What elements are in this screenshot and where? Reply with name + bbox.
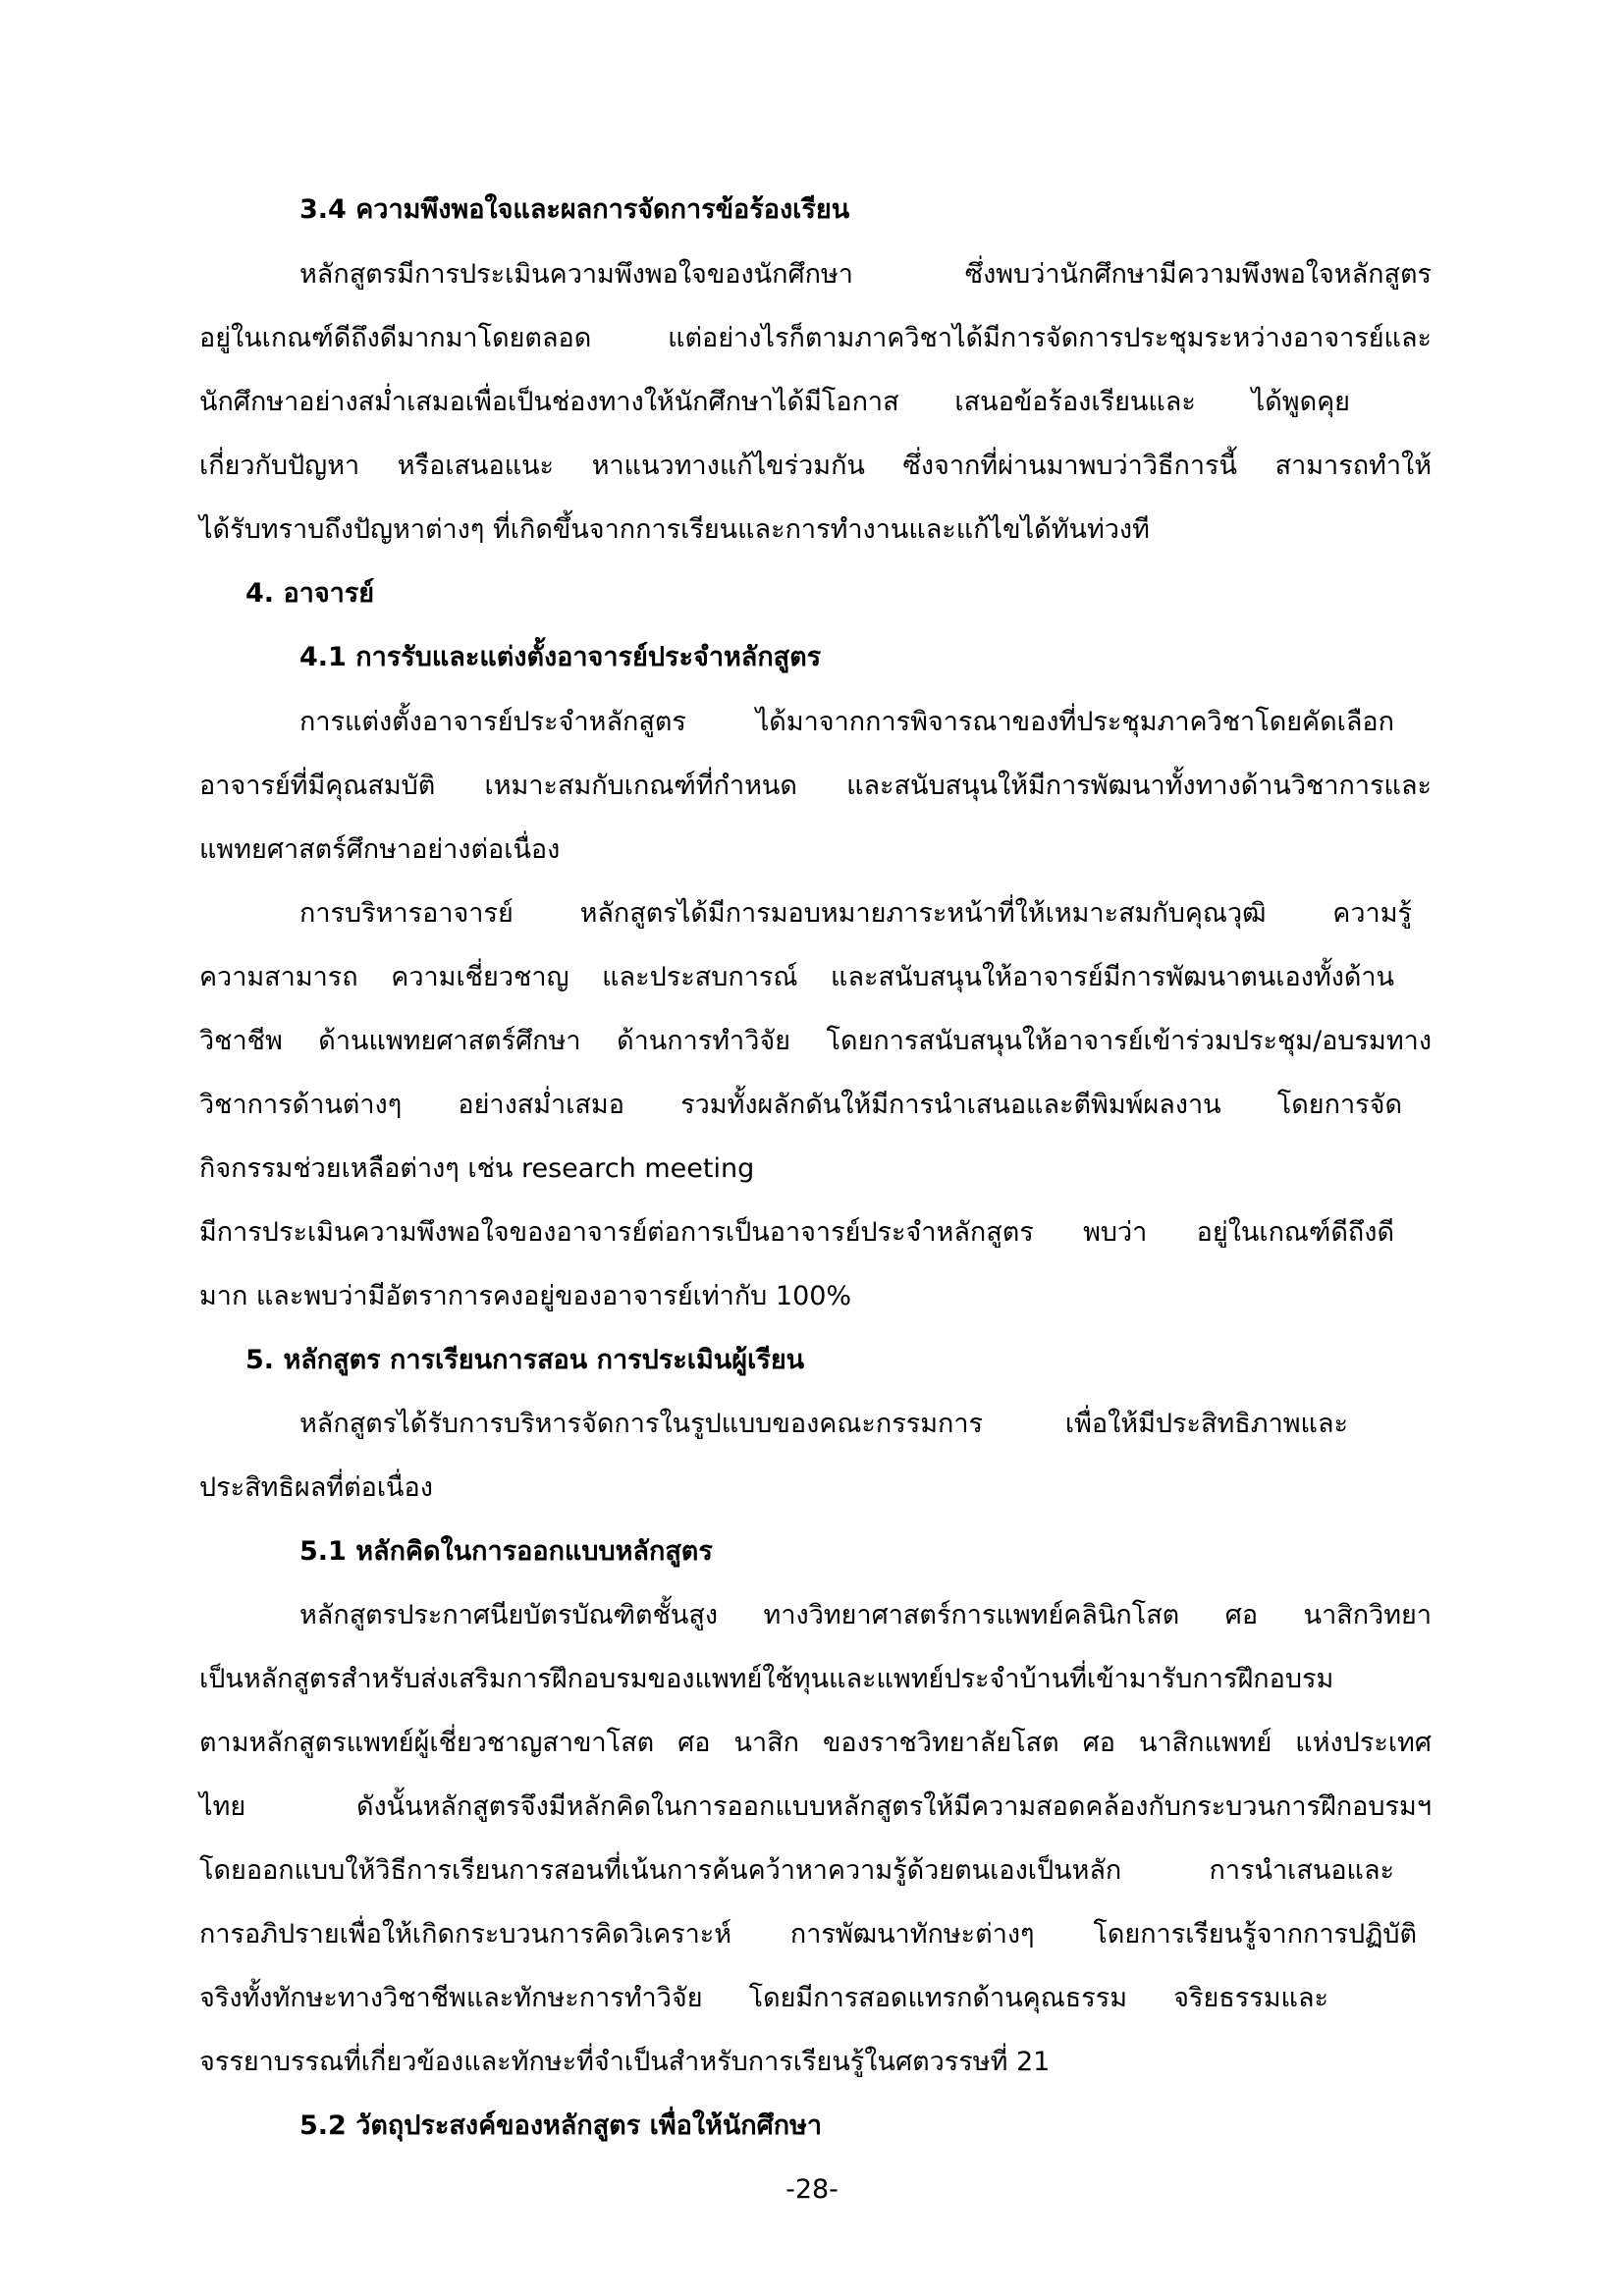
body-line: ความสามารถ ความเชี่ยวชาญ และประสบการณ์ และสนับสนุนให้อาจารย์มีการพัฒนาตนเองทั้งด้าน <box>199 962 1394 992</box>
body-line: ได้รับทราบถึงปัญหาต่างๆ ที่เกิดขึ้นจากการเรียนและการทำงานและแก้ไขได้ทันท่วงที <box>199 514 1150 545</box>
body-line: เป็นหลักสูตรสำหรับส่งเสริมการฝึกอบรมของแพทย์ใช้ทุนและแพทย์ประจำบ้านที่เข้ามารับการฝึกอบรม <box>199 1664 1334 1694</box>
body-line: นักศึกษาอย่างสม่ำเสมอเพื่อเป็นช่องทางให้นักศึกษาได้มีโอกาส เสนอข้อร้องเรียนและ ได้พูดคุย <box>199 387 1350 417</box>
body-line: อาจารย์ที่มีคุณสมบัติ เหมาะสมกับเกณฑ์ที่กำหนด และสนับสนุนให้มีการพัฒนาทั้งทางด้านวิชาการและ <box>199 771 1432 801</box>
body-line: กิจกรรมช่วยเหลือต่างๆ เช่น research meeting <box>199 1153 755 1184</box>
heading-5-1: 5.1 หลักคิดในการออกแบบหลักสูตร <box>299 1536 713 1567</box>
body-line: วิชาการด้านต่างๆ อย่างสม่ำเสมอ รวมทั้งผลักดันให้มีการนำเสนอและตีพิมพ์ผลงาน โดยการจัด <box>199 1090 1402 1120</box>
heading-4-1: 4.1 การรับและแต่งตั้งอาจารย์ประจำหลักสูตร <box>299 642 822 672</box>
body-line: หลักสูตรมีการประเมินความพึงพอใจของนักศึกษา ซึ่งพบว่านักศึกษามีความพึงพอใจหลักสูตร <box>299 259 1432 290</box>
body-line: แพทยศาสตร์ศึกษาอย่างต่อเนื่อง <box>199 834 561 865</box>
body-line: โดยออกแบบให้วิธีการเรียนการสอนที่เน้นการค้นคว้าหาความรู้ด้วยตนเองเป็นหลัก การนำเสนอและ <box>199 1855 1394 1886</box>
body-line: ตามหลักสูตรแพทย์ผู้เชี่ยวชาญสาขาโสต ศอ นาสิก ของราชวิทยาลัยโสต ศอ นาสิกแพทย์ แห่งประเทศ <box>199 1728 1432 1758</box>
body-line: การบริหารอาจารย์ หลักสูตรได้มีการมอบหมายภาระหน้าที่ให้เหมาะสมกับคุณวุฒิ ความรู้ <box>299 898 1412 929</box>
body-line: ประสิทธิผลที่ต่อเนื่อง <box>199 1472 433 1503</box>
body-line: วิชาชีพ ด้านแพทยศาสตร์ศึกษา ด้านการทำวิจัย โดยการสนับสนุนให้อาจารย์เข้าร่วมประชุม/อบรมทาง <box>199 1026 1432 1056</box>
body-line: ไทย ดังนั้นหลักสูตรจึงมีหลักคิดในการออกแบบหลักสูตรให้มีความสอดคล้องกับกระบวนการฝึกอบรมฯ <box>199 1791 1432 1822</box>
body-line: จรรยาบรรณที่เกี่ยวข้องและทักษะที่จำเป็นสำหรับการเรียนรู้ในศตวรรษที่ 21 <box>199 2047 1051 2077</box>
body-line: การอภิปรายเพื่อให้เกิดกระบวนการคิดวิเคราะห์ การพัฒนาทักษะต่างๆ โดยการเรียนรู้จากการปฏิบัติ <box>199 1919 1417 1949</box>
body-line: เกี่ยวกับปัญหา หรือเสนอแนะ หาแนวทางแก้ไขร่วมกัน ซึ่งจากที่ผ่านมาพบว่าวิธีการนี้ สามารถทำให้ <box>199 451 1432 481</box>
body-line: หลักสูตรได้รับการบริหารจัดการในรูปแบบของคณะกรรมการ เพื่อให้มีประสิทธิภาพและ <box>299 1409 1348 1439</box>
heading-3-4: 3.4 ความพึงพอใจและผลการจัดการข้อร้องเรียน <box>299 194 850 225</box>
body-line: หลักสูตรประกาศนียบัตรบัณฑิตชั้นสูง ทางวิทยาศาสตร์การแพทย์คลินิกโสต ศอ นาสิกวิทยา <box>299 1600 1432 1630</box>
body-line: มาก และพบว่ามีอัตราการคงอยู่ของอาจารย์เท่ากับ 100% <box>199 1281 852 1311</box>
body-line: อยู่ในเกณฑ์ดีถึงดีมากมาโดยตลอด แต่อย่างไรก็ตามภาควิชาได้มีการจัดการประชุมระหว่างอาจารย์และ <box>199 323 1432 353</box>
body-line: มีการประเมินความพึงพอใจของอาจารย์ต่อการเป็นอาจารย์ประจำหลักสูตร พบว่า อยู่ในเกณฑ์ดีถึงดี <box>199 1217 1394 1248</box>
body-line: จริงทั้งทักษะทางวิชาชีพและทักษะการทำวิจัย โดยมีการสอดแทรกด้านคุณธรรม จริยธรรมและ <box>199 1983 1328 2013</box>
heading-5: 5. หลักสูตร การเรียนการสอน การประเมินผู้เรียน <box>245 1345 805 1375</box>
body-line: การแต่งตั้งอาจารย์ประจำหลักสูตร ได้มาจากการพิจารณาของที่ประชุมภาควิชาโดยคัดเลือก <box>299 707 1394 737</box>
page-number: -28- <box>785 2174 839 2205</box>
heading-5-2: 5.2 วัตถุประสงค์ของหลักสูตร เพื่อให้นักศึกษา <box>299 2110 823 2141</box>
heading-4: 4. อาจารย์ <box>245 578 375 609</box>
